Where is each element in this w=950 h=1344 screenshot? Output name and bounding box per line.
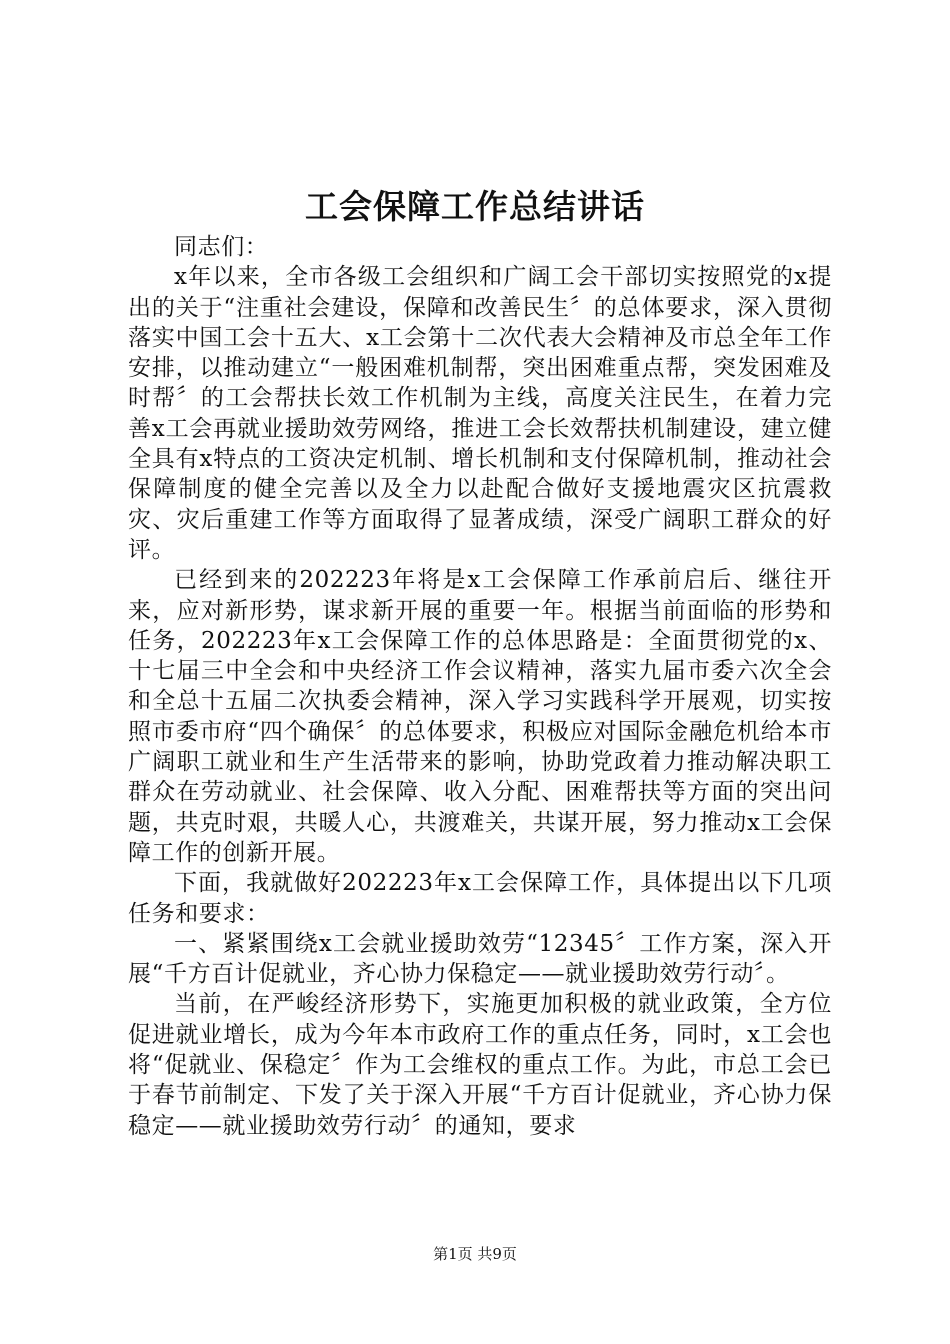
paragraph-3: 下面，我就做好202223年x工会保障工作，具体提出以下几项任务和要求：: [128, 870, 832, 927]
page-footer: 第1页 共9页: [433, 1245, 517, 1263]
salutation: 同志们：: [174, 234, 269, 260]
document-body: [128, 232, 832, 1141]
paragraph-1: x年以来，全市各级工会组织和广阔工会干部切实按照党的x提出的关于“注重社会建设，保障和改善民生〞的总体要求，深入贯彻落实中国工会十五大、x工会第十二次代表大会精神及市总全年工作安排，以推动建立“一般困难机制帮，突出困难重点帮，突发困难及时帮〞的工会帮扶长效工作机制为主线，高度关注民生，在着力完善x工会再就业援助效劳网络，推进工会长效帮扶机制建设，建立健全具有x特点的工资决定机制、增长机制和支付保障机制，推动社会保障制度的健全完善以及全力以赴配合做好支援地震灾区抗震救灾、灾后重建工作等方面取得了显著成绩，深受广阔职工群众的好评。: [128, 264, 832, 563]
paragraph-2: 已经到来的202223年将是x工会保障工作承前启后、继往开来，应对新形势，谋求新开展的重要一年。根据当前面临的形势和任务，202223年x工会保障工作的总体思路是：全面贯彻党的x、十七届三中全会和中央经济工作会议精神，落实九届市委六次全会和全总十五届二次执委会精神，深入学习实践科学开展观，切实按照市委市府“四个确保〞的总体要求，积极应对国际金融危机给本市广阔职工就业和生产生活带来的影响，协助党政着力推动解决职工群众在劳动就业、社会保障、收入分配、困难帮扶等方面的突出问题，共克时艰，共暖人心，共渡难关，共谋开展，努力推动x工会保障工作的创新开展。: [128, 567, 832, 866]
document-title: 工会保障工作总结讲话: [305, 187, 645, 226]
paragraph-5: 当前，在严峻经济形势下，实施更加积极的就业政策，全方位促进就业增长，成为今年本市政府工作的重点任务，同时，x工会也将“促就业、保稳定〞作为工会维权的重点工作。为此，市总工会已于春节前制定、下发了关于深入开展“千方百计促就业，齐心协力保稳定——就业援助效劳行动〞的通知，要求: [128, 991, 832, 1139]
paragraph-4: 一、紧紧围绕x工会就业援助效劳“12345〞工作方案，深入开展“千方百计促就业，齐心协力保稳定——就业援助效劳行动〞。: [128, 930, 832, 988]
